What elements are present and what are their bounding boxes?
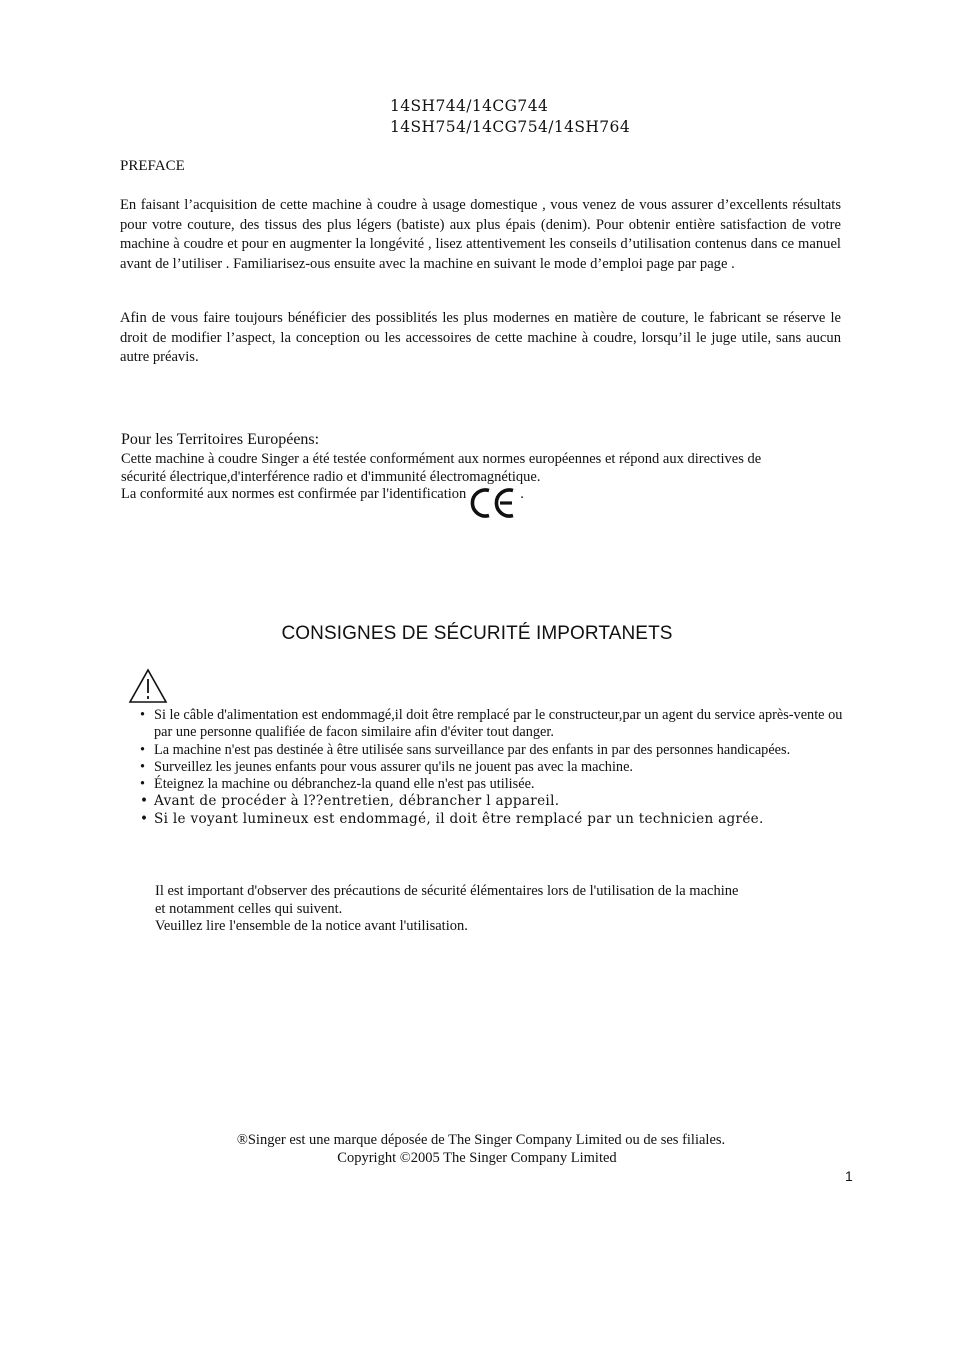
warning-triangle-icon [128, 668, 168, 709]
model-numbers-line-1: 14SH744/14CG744 [390, 97, 549, 115]
european-text-line-3-end: . [520, 486, 524, 502]
model-numbers [390, 96, 630, 138]
safety-item: • Si le voyant lumineux est endommagé, il doit être remplacé par un technicien agrée. [140, 811, 860, 828]
european-text-line-3-label: La conformité aux normes est confirmée par l'identification [121, 486, 467, 502]
footer [0, 1131, 954, 1167]
ce-mark-icon [468, 486, 516, 526]
page-number: 1 [845, 1168, 853, 1184]
preface-paragraph-1: En faisant l’acquisition de cette machine à coudre à usage domestique , vous venez de vous assurer d’excellents résultats pour votre couture, des tissus des plus légers (batiste) aux plus épais (denim). Pour obtenir entière satisfaction de votre machine à coudre et pour en augmenter la longévité , lisez attentivement les conseils d’utilisation contenus dans ce manuel avant de l’utiliser . Familiarisez-ous ensuite avec la machine en suivant le mode d’emploi page par page . [120, 197, 841, 272]
safety-list [140, 707, 860, 828]
safety-notice-line-2: et notamment celles qui suivent. [155, 900, 343, 917]
safety-item: • Avant de procéder à l??entretien, débrancher l appareil. [140, 793, 860, 810]
safety-item: • La machine n'est pas destinée à être utilisée sans surveillance par des enfants in par des personnes handicapées. [140, 742, 860, 759]
safety-notice-line-3: Veuillez lire l'ensemble de la notice avant l'utilisation. [155, 918, 468, 934]
european-text-line-3 [121, 486, 841, 526]
safety-item: • Si le câble d'alimentation est endommagé,il doit être remplacé par le constructeur,par un agent du service après-vente ou par une personne qualifiée de facon similaire afin d'éviter tout danger. [140, 707, 860, 742]
european-heading: Pour les Territoires Européens: [121, 431, 320, 448]
safety-title: CONSIGNES DE SÉCURITÉ IMPORTANETS [281, 623, 673, 644]
preface-heading: PREFACE [120, 158, 185, 174]
safety-item: • Surveillez les jeunes enfants pour vous assurer qu'ils ne jouent pas avec la machine. [140, 759, 860, 776]
preface-paragraph-2: Afin de vous faire toujours bénéficier des possiblités les plus modernes en matière de couture, le fabricant se réserve le droit de modifier l’aspect, la conception ou les accessoires de cette machine à coudre, lorsqu’il le juge utile, sans aucun autre préavis. [120, 310, 841, 365]
safety-notice-line-1: Il est important d'observer des précautions de sécurité élémentaires lors de l'utilisation de la machine [155, 883, 739, 899]
model-numbers-line-2: 14SH754/14CG754/14SH764 [390, 118, 631, 136]
copyright-notice: Copyright ©2005 The Singer Company Limited [337, 1150, 617, 1166]
safety-notice [155, 883, 738, 936]
european-text-line-2: sécurité électrique,d'interférence radio et d'immunité électromagnétique. [121, 468, 541, 485]
european-text-line-1: Cette machine à coudre Singer a été testée conformément aux normes européennes et répond aux directives de [121, 451, 762, 467]
trademark-notice: ®Singer est une marque déposée de The Singer Company Limited ou de ses filiales. [236, 1132, 726, 1148]
safety-item: • Éteignez la machine ou débranchez-la quand elle n'est pas utilisée. [140, 776, 860, 793]
european-conformity-text [121, 451, 841, 526]
